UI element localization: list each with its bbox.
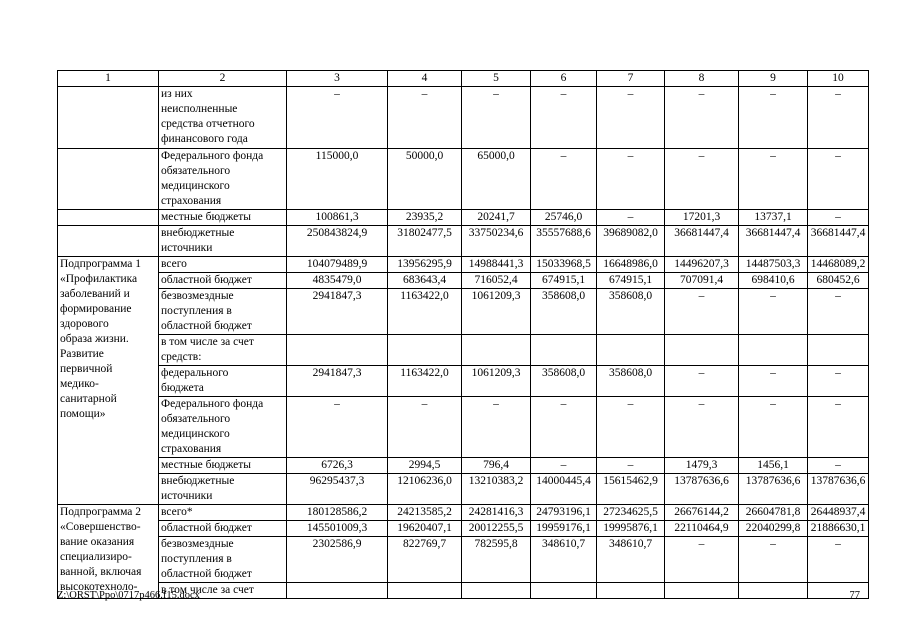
col-6-header: 6 <box>531 71 597 87</box>
value-cell: – <box>739 537 808 583</box>
value-cell: 115000,0 <box>287 149 388 210</box>
source-cell: федерального бюджета <box>159 366 287 397</box>
value-cell: – <box>597 149 665 210</box>
value-cell: 1479,3 <box>665 458 739 474</box>
value-cell: 26448937,4 <box>808 505 869 521</box>
value-cell: – <box>665 537 739 583</box>
table-row <box>58 289 869 335</box>
value-cell: – <box>808 149 869 210</box>
value-cell: 683643,4 <box>388 273 462 289</box>
col-8-header: 8 <box>665 71 739 87</box>
value-cell: 31802477,5 <box>388 226 462 257</box>
source-cell: в том числе за счет средств: <box>159 335 287 366</box>
value-cell: 19995876,1 <box>597 521 665 537</box>
value-cell <box>739 583 808 599</box>
value-cell: 2941847,3 <box>287 366 388 397</box>
source-cell: в том числе за счет <box>159 583 287 599</box>
value-cell: 250843824,9 <box>287 226 388 257</box>
value-cell <box>597 583 665 599</box>
value-cell: 13956295,9 <box>388 257 462 273</box>
value-cell: 26604781,8 <box>739 505 808 521</box>
value-cell: 180128586,2 <box>287 505 388 521</box>
col-10-header: 10 <box>808 71 869 87</box>
value-cell: 358608,0 <box>597 366 665 397</box>
value-cell: 13787636,6 <box>665 474 739 505</box>
value-cell: 1061209,3 <box>462 289 531 335</box>
source-cell: Федерального фонда обязательного медицинского страхования <box>159 397 287 458</box>
col-9-header: 9 <box>739 71 808 87</box>
value-cell: 348610,7 <box>531 537 597 583</box>
source-cell: внебюджетные источники <box>159 226 287 257</box>
value-cell: – <box>665 87 739 149</box>
value-cell: 50000,0 <box>388 149 462 210</box>
program-cell <box>58 210 159 226</box>
col-3-header: 3 <box>287 71 388 87</box>
value-cell <box>287 335 388 366</box>
value-cell: 33750234,6 <box>462 226 531 257</box>
subprogram-1-label: Подпрограмма 1 «Профилактика заболеваний и формирование здорового образа жизни. Развитие первичной медико- санитарной помощи» <box>58 257 159 505</box>
source-cell: внебюджетные источники <box>159 474 287 505</box>
value-cell: 17201,3 <box>665 210 739 226</box>
value-cell: – <box>531 87 597 149</box>
source-cell: областной бюджет <box>159 521 287 537</box>
value-cell: – <box>665 397 739 458</box>
table-row <box>58 87 869 149</box>
value-cell <box>462 583 531 599</box>
value-cell: – <box>808 397 869 458</box>
value-cell: 36681447,4 <box>808 226 869 257</box>
value-cell: 96295437,3 <box>287 474 388 505</box>
table-row <box>58 521 869 537</box>
col-7-header: 7 <box>597 71 665 87</box>
value-cell: – <box>388 397 462 458</box>
value-cell: – <box>597 397 665 458</box>
value-cell: 1163422,0 <box>388 289 462 335</box>
value-cell: – <box>287 87 388 149</box>
program-cell <box>58 87 159 149</box>
table-row <box>58 458 869 474</box>
value-cell <box>287 583 388 599</box>
table-row <box>58 149 869 210</box>
value-cell: 39689082,0 <box>597 226 665 257</box>
value-cell: 24281416,3 <box>462 505 531 521</box>
value-cell: – <box>597 87 665 149</box>
value-cell: 680452,6 <box>808 273 869 289</box>
value-cell: 2994,5 <box>388 458 462 474</box>
value-cell <box>665 583 739 599</box>
value-cell: 13737,1 <box>739 210 808 226</box>
value-cell: 358608,0 <box>597 289 665 335</box>
source-cell: безвозмездные поступления в областной бюджет <box>159 537 287 583</box>
value-cell: 100861,3 <box>287 210 388 226</box>
value-cell: 822769,7 <box>388 537 462 583</box>
value-cell: 35557688,6 <box>531 226 597 257</box>
value-cell: 15033968,5 <box>531 257 597 273</box>
table-row <box>58 505 869 521</box>
source-cell: всего <box>159 257 287 273</box>
value-cell: 358608,0 <box>531 366 597 397</box>
value-cell: – <box>739 149 808 210</box>
value-cell: 104079489,9 <box>287 257 388 273</box>
table-row <box>58 474 869 505</box>
table-row <box>58 257 869 273</box>
program-cell <box>58 226 159 257</box>
value-cell: 22110464,9 <box>665 521 739 537</box>
value-cell: 14988441,3 <box>462 257 531 273</box>
value-cell <box>388 335 462 366</box>
value-cell: 65000,0 <box>462 149 531 210</box>
value-cell: 14496207,3 <box>665 257 739 273</box>
source-cell: местные бюджеты <box>159 458 287 474</box>
source-cell: всего* <box>159 505 287 521</box>
value-cell: 13787636,6 <box>808 474 869 505</box>
value-cell: 674915,1 <box>597 273 665 289</box>
value-cell: 13210383,2 <box>462 474 531 505</box>
value-cell: 796,4 <box>462 458 531 474</box>
table-row <box>58 397 869 458</box>
value-cell <box>462 335 531 366</box>
source-cell: областной бюджет <box>159 273 287 289</box>
col-2-header: 2 <box>159 71 287 87</box>
value-cell: – <box>739 87 808 149</box>
value-cell: 24793196,1 <box>531 505 597 521</box>
table-row <box>58 366 869 397</box>
col-1-header: 1 <box>58 71 159 87</box>
value-cell: 36681447,4 <box>665 226 739 257</box>
value-cell: 19620407,1 <box>388 521 462 537</box>
value-cell: – <box>531 397 597 458</box>
value-cell: 15615462,9 <box>597 474 665 505</box>
table-row <box>58 273 869 289</box>
value-cell: 698410,6 <box>739 273 808 289</box>
value-cell <box>808 335 869 366</box>
value-cell: 24213585,2 <box>388 505 462 521</box>
value-cell: – <box>739 397 808 458</box>
value-cell: 145501009,3 <box>287 521 388 537</box>
value-cell: 348610,7 <box>597 537 665 583</box>
budget-table <box>57 70 869 599</box>
value-cell: – <box>462 87 531 149</box>
value-cell: 36681447,4 <box>739 226 808 257</box>
value-cell: 707091,4 <box>665 273 739 289</box>
source-cell: Федерального фонда обязательного медицинского страхования <box>159 149 287 210</box>
value-cell: 782595,8 <box>462 537 531 583</box>
value-cell: 716052,4 <box>462 273 531 289</box>
value-cell: – <box>597 458 665 474</box>
value-cell: 2302586,9 <box>287 537 388 583</box>
page-number: 77 <box>849 590 860 601</box>
value-cell <box>531 583 597 599</box>
value-cell: – <box>808 366 869 397</box>
subprogram-2-label: Подпрограмма 2 «Совершенство- вание оказания специализиро- ванной, включая высокотехноло- <box>58 505 159 599</box>
value-cell: 25746,0 <box>531 210 597 226</box>
value-cell: – <box>665 289 739 335</box>
header-row <box>58 71 869 87</box>
value-cell: – <box>531 458 597 474</box>
value-cell: – <box>462 397 531 458</box>
value-cell <box>739 335 808 366</box>
table-row <box>58 210 869 226</box>
value-cell: – <box>665 366 739 397</box>
value-cell: 14468089,2 <box>808 257 869 273</box>
value-cell: 12106236,0 <box>388 474 462 505</box>
value-cell: 1456,1 <box>739 458 808 474</box>
value-cell: – <box>665 149 739 210</box>
value-cell: 22040299,8 <box>739 521 808 537</box>
value-cell: 20012255,5 <box>462 521 531 537</box>
source-cell: местные бюджеты <box>159 210 287 226</box>
value-cell: 4835479,0 <box>287 273 388 289</box>
value-cell: 20241,7 <box>462 210 531 226</box>
table-row <box>58 226 869 257</box>
value-cell: – <box>531 149 597 210</box>
document-path: Z:\ORST\Ppo\0717p466.f15.docx <box>57 590 200 601</box>
value-cell: 27234625,5 <box>597 505 665 521</box>
value-cell: – <box>388 87 462 149</box>
value-cell: – <box>287 397 388 458</box>
table-row <box>58 335 869 366</box>
table-row <box>58 537 869 583</box>
value-cell: – <box>808 289 869 335</box>
value-cell: – <box>808 458 869 474</box>
value-cell: 13787636,6 <box>739 474 808 505</box>
value-cell: – <box>739 289 808 335</box>
value-cell: – <box>597 210 665 226</box>
value-cell: 23935,2 <box>388 210 462 226</box>
source-cell: безвозмездные поступления в областной бюджет <box>159 289 287 335</box>
col-4-header: 4 <box>388 71 462 87</box>
value-cell <box>665 335 739 366</box>
value-cell: 21886630,1 <box>808 521 869 537</box>
value-cell: 19959176,1 <box>531 521 597 537</box>
value-cell <box>388 583 462 599</box>
value-cell: 674915,1 <box>531 273 597 289</box>
value-cell: – <box>808 210 869 226</box>
value-cell: 358608,0 <box>531 289 597 335</box>
value-cell: – <box>808 87 869 149</box>
value-cell: 1163422,0 <box>388 366 462 397</box>
value-cell: 1061209,3 <box>462 366 531 397</box>
value-cell: 26676144,2 <box>665 505 739 521</box>
value-cell: – <box>808 537 869 583</box>
value-cell <box>531 335 597 366</box>
value-cell: 14000445,4 <box>531 474 597 505</box>
value-cell: – <box>739 366 808 397</box>
value-cell: 14487503,3 <box>739 257 808 273</box>
col-5-header: 5 <box>462 71 531 87</box>
value-cell: 16648986,0 <box>597 257 665 273</box>
program-cell <box>58 149 159 210</box>
value-cell <box>597 335 665 366</box>
source-cell: из них неисполненные средства отчетного финансового года <box>159 87 287 149</box>
value-cell: 6726,3 <box>287 458 388 474</box>
value-cell: 2941847,3 <box>287 289 388 335</box>
